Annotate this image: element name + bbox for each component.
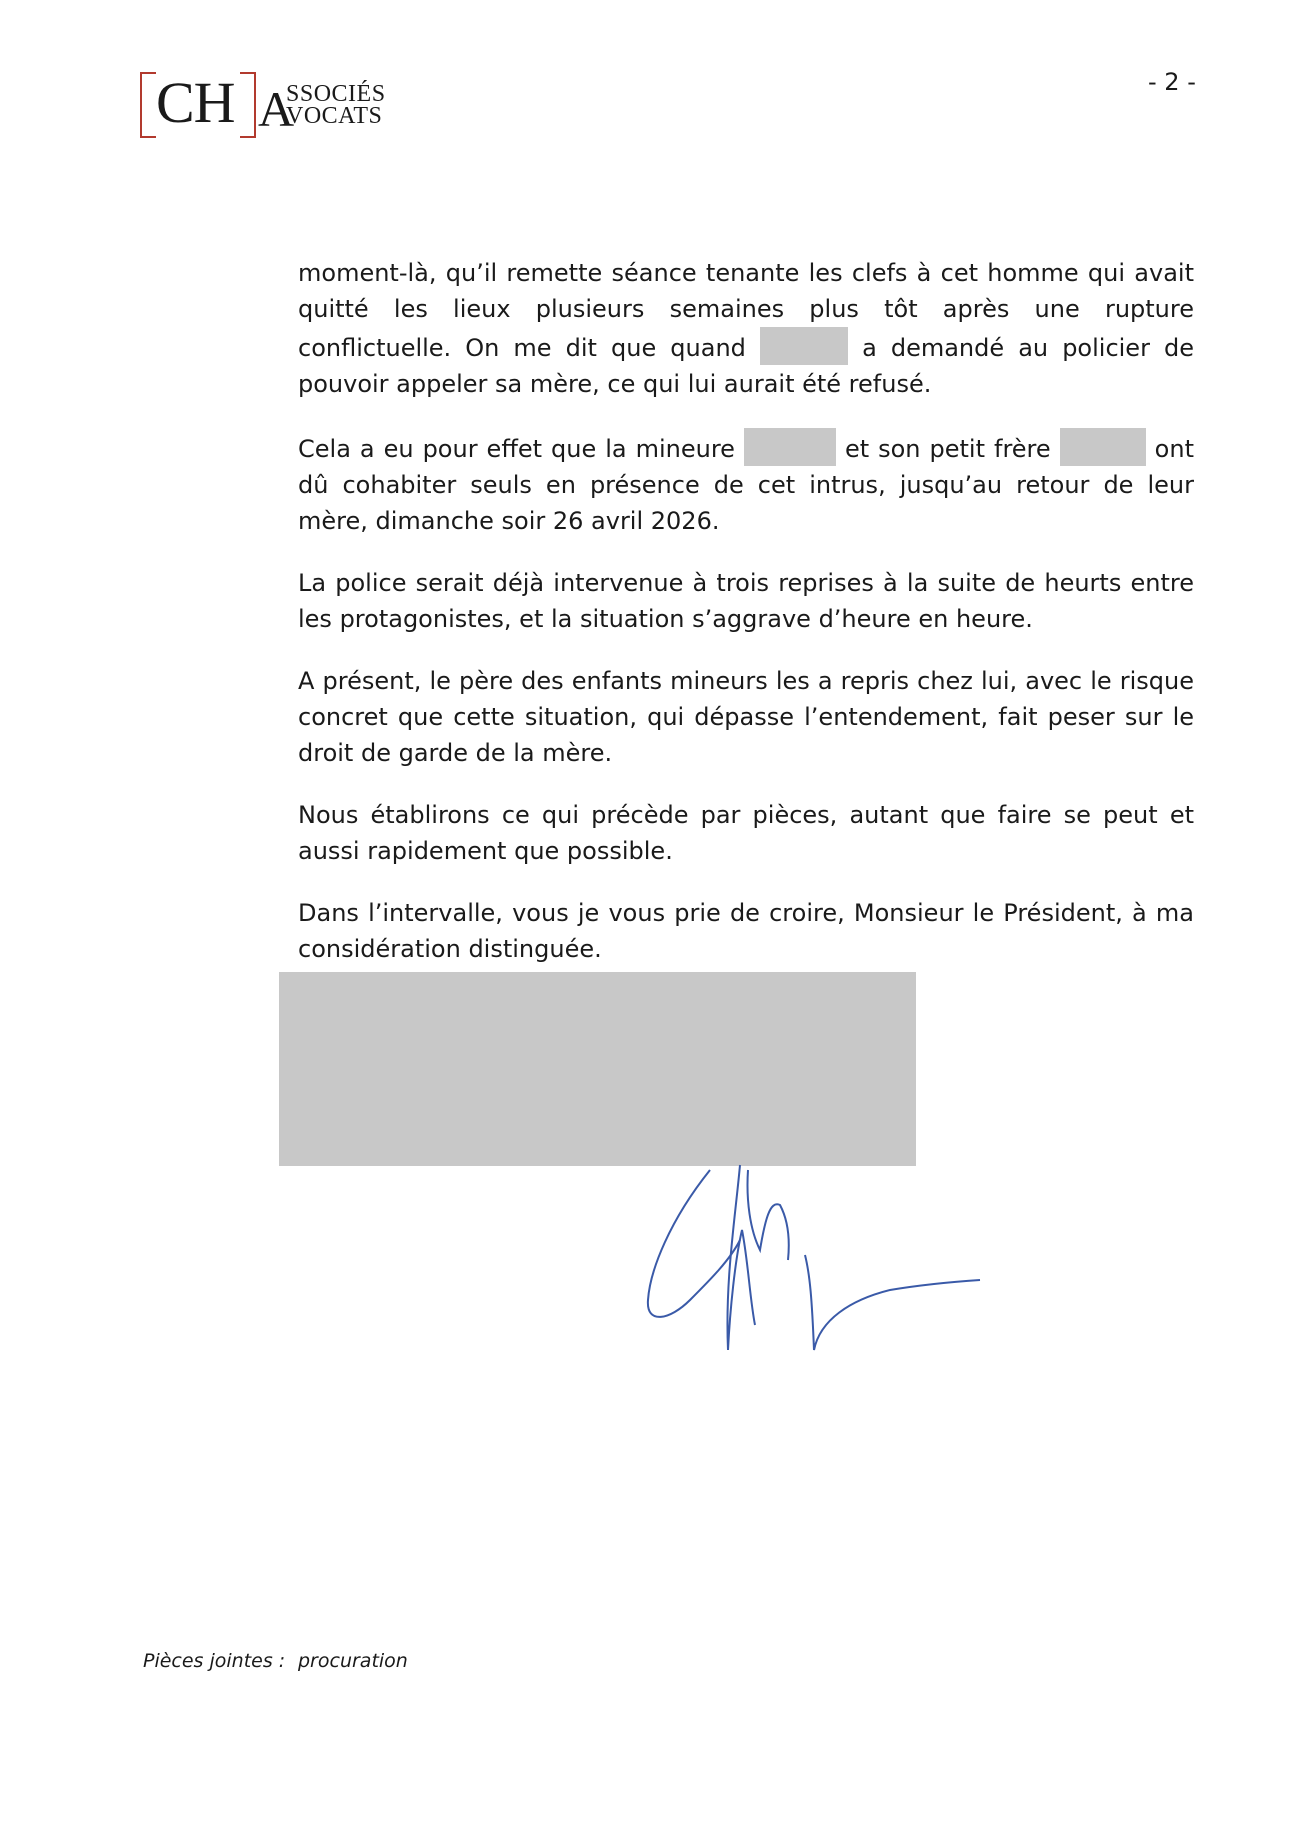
logo-bracket-left	[140, 72, 156, 138]
logo-word-avocats: VOCATS	[286, 103, 383, 129]
redacted-name	[1060, 428, 1146, 466]
logo-a: A	[258, 81, 295, 137]
paragraph-2-part-1: Cela a eu pour effet que la mineure	[298, 435, 735, 463]
handwritten-signature	[630, 1160, 990, 1360]
attachments-label: Pièces jointes :	[143, 1650, 286, 1672]
letter-body	[298, 255, 1194, 993]
paragraph-1	[298, 255, 1194, 402]
paragraph-2-part-3: ont dû cohabiter seuls en présence de cet intrus, jusqu’au retour de leur mère, dimanche soir 26 avril 2026.	[298, 435, 1194, 535]
page-number: - 2 -	[1148, 68, 1196, 96]
attachments-value: procuration	[298, 1650, 408, 1672]
paragraph-1-part-1: moment-là, qu’il remette séance tenante les clefs à cet homme qui avait quitté les lieux plusieurs semaines plus tôt après une rupture conflictuelle. On me dit que quand	[298, 259, 1194, 362]
paragraph-5: Nous établirons ce qui précède par pièces, autant que faire se peut et aussi rapidement que possible.	[298, 801, 1194, 865]
redacted-signature-block	[279, 972, 916, 1166]
redacted-name	[760, 327, 848, 365]
logo-ch: CH	[156, 70, 235, 135]
paragraph-2-part-2: et son petit frère	[844, 435, 1051, 463]
paragraph-1-part-2: a demandé au policier de pouvoir appeler sa mère, ce qui lui aurait été refusé.	[298, 334, 1195, 398]
paragraph-6: Dans l’intervalle, vous je vous prie de croire, Monsieur le Président, à ma considération distinguée.	[298, 899, 1194, 963]
logo-bracket-right	[240, 72, 256, 138]
paragraph-2	[298, 428, 1194, 539]
logo-word-associes: SSOCIÉS	[286, 81, 386, 107]
redacted-name	[744, 428, 836, 466]
paragraph-4: A présent, le père des enfants mineurs les a repris chez lui, avec le risque concret que cette situation, qui dépasse l’entendement, fait peser sur le droit de garde de la mère.	[298, 667, 1194, 767]
paragraph-3: La police serait déjà intervenue à trois reprises à la suite de heurts entre les protagonistes, et la situation s’aggrave d’heure en heure.	[298, 569, 1194, 633]
